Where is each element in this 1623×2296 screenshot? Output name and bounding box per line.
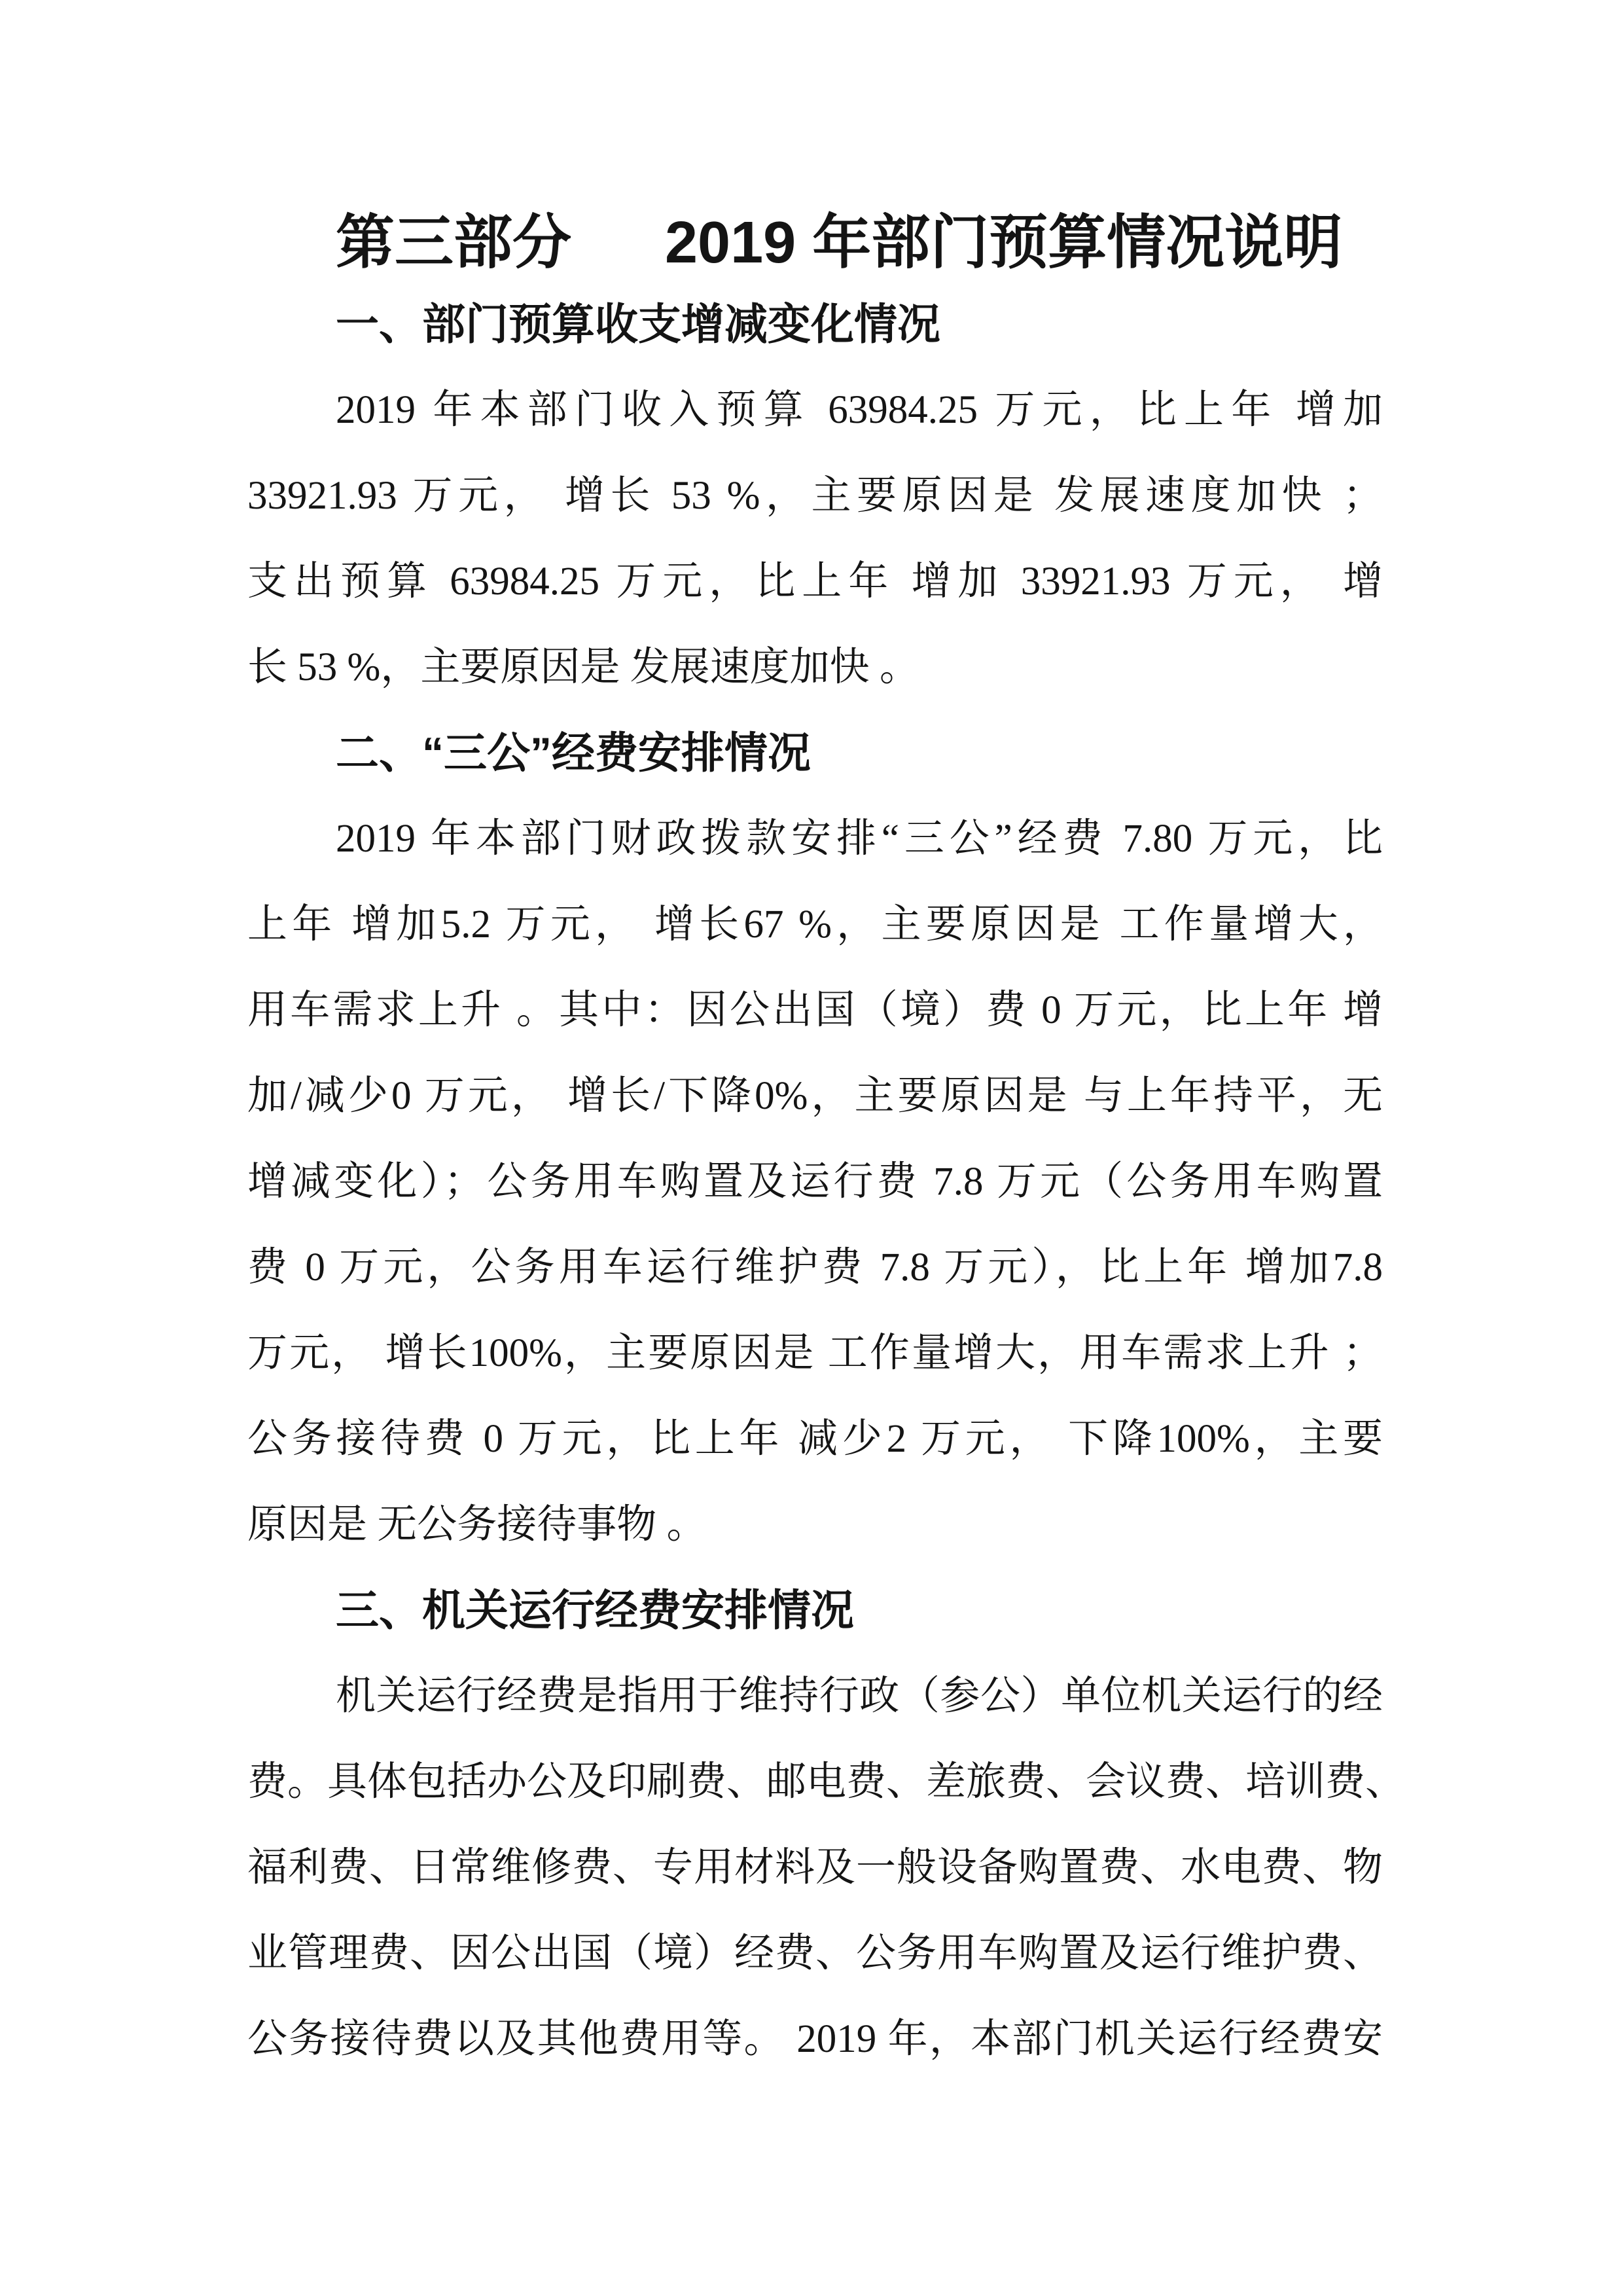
text-line: 公务接待费 0 万元，比上年 减少2 万元， 下降100%，主要: [247, 1417, 1383, 1461]
text-line: 用车需求上升 。其中：因公出国（境）费 0 万元，比上年 增: [247, 988, 1383, 1032]
text-line: 机关运行经费是指用于维持行政（参公）单位机关运行的经: [336, 1674, 1383, 1718]
title-part-label: 第三部分: [336, 210, 571, 276]
text-line: 业管理费、因公出国（境）经费、公务用车购置及运行维护费、: [247, 1931, 1383, 1975]
text-line: 万元， 增长100%，主要原因是 工作量增大，用车需求上升 ；: [247, 1331, 1383, 1375]
text-line: 长 53 %，主要原因是 发展速度加快 。: [247, 645, 919, 689]
paragraph: [247, 796, 1383, 1568]
text-line: 增减变化）；公务用车购置及运行费 7.8 万元（公务用车购置: [247, 1160, 1383, 1204]
paragraph: [247, 367, 1383, 710]
text-line: 费 0 万元，公务用车运行维护费 7.8 万元），比上年 增加7.8: [247, 1246, 1383, 1289]
text-line: 2019 年本部门财政拨款安排“三公”经费 7.80 万元，比: [336, 817, 1383, 861]
text-line: 原因是 无公务接待事物 。: [247, 1503, 707, 1547]
text-line: 费。具体包括办公及印刷费、邮电费、差旅费、会议费、培训费、: [247, 1760, 1406, 1804]
text-line: 福利费、日常维修费、专用材料及一般设备购置费、水电费、物: [247, 1846, 1383, 1890]
section-heading: 三、机关运行经费安排情况: [336, 1586, 854, 1634]
title-part-text: 2019 年部门预算情况说明: [665, 210, 1343, 276]
section-heading: 一、部门预算收支增减变化情况: [336, 300, 940, 348]
paragraph: [247, 1653, 1406, 2082]
page-title: [0, 210, 1623, 276]
text-line: 公务接待费以及其他费用等。 2019 年，本部门机关运行经费安: [247, 2017, 1383, 2061]
text-line: 33921.93 万元， 增长 53 %，主要原因是 发展速度加快 ；: [247, 474, 1383, 518]
text-line: 支出预算 63984.25 万元，比上年 增加 33921.93 万元， 增: [247, 560, 1383, 603]
text-line: 上年 增加5.2 万元， 增长67 %，主要原因是 工作量增大，: [247, 903, 1383, 946]
section-heading: 二、“三公”经费安排情况: [336, 728, 811, 777]
text-line: 加/减少0 万元， 增长/下降0%，主要原因是 与上年持平，无: [247, 1074, 1383, 1118]
text-line: 2019 年本部门收入预算 63984.25 万元，比上年 增加: [336, 388, 1383, 432]
document-body: [247, 281, 1406, 2082]
